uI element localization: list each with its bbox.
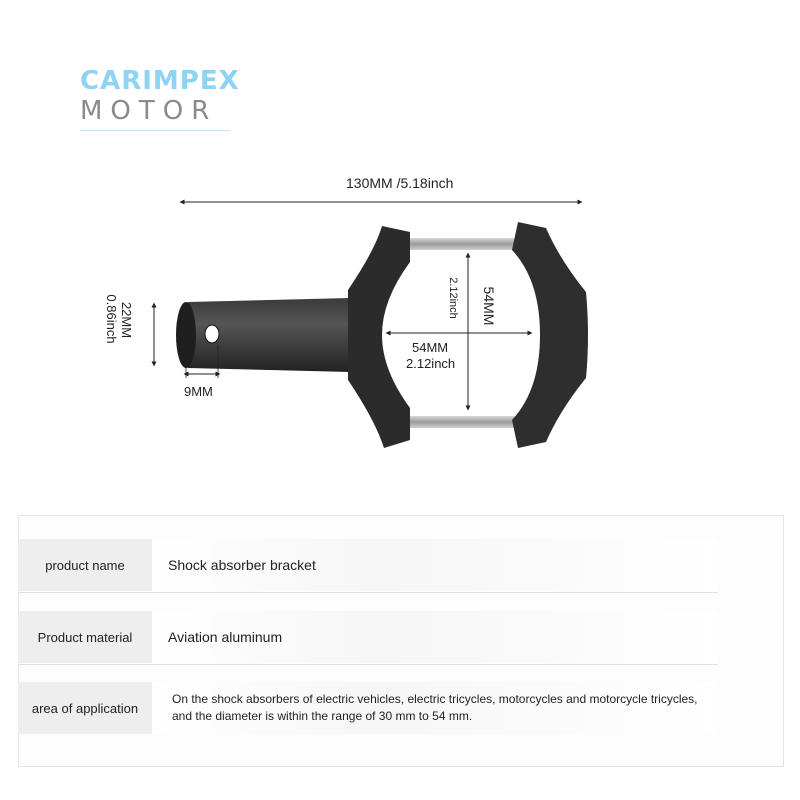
spec-row-application bbox=[18, 682, 718, 734]
clamp-height-mm-label: 54MM bbox=[481, 286, 497, 326]
spec-label: Product material bbox=[18, 611, 152, 663]
brand-subname: MOTOR bbox=[80, 96, 218, 126]
spec-row-product-name bbox=[18, 539, 718, 591]
clamp-width-in-label: 2.12inch bbox=[406, 356, 456, 371]
right-clamp bbox=[512, 222, 588, 448]
row-divider bbox=[18, 664, 718, 665]
bottom-bolt bbox=[408, 416, 520, 428]
left-clamp bbox=[348, 226, 410, 448]
spec-value: On the shock absorbers of electric vehicles, electric tricycles, motorcycles and motorcycle tricycles, and the diameter is within the range of 30 mm to 54 mm. bbox=[152, 682, 718, 734]
clamp-width-mm-label: 54MM bbox=[412, 340, 449, 355]
tube-diameter-mm-label: 22MM bbox=[119, 301, 134, 339]
spec-row-material bbox=[18, 611, 718, 663]
spec-label: area of application bbox=[18, 682, 152, 734]
clamp-height-in-label: 2.12inch bbox=[447, 277, 459, 319]
spec-value: Shock absorber bracket bbox=[152, 539, 718, 591]
top-bolt bbox=[408, 238, 520, 250]
brand-name: CARIMPEX bbox=[80, 66, 240, 96]
spec-label: product name bbox=[18, 539, 152, 591]
spec-value: Aviation aluminum bbox=[152, 611, 718, 663]
hole-size-label: 9MM bbox=[184, 384, 213, 399]
overall-length-label: 130MM /5.18inch bbox=[346, 175, 454, 191]
tube-diameter-in-label: 0.86inch bbox=[104, 294, 119, 344]
tube-hole bbox=[205, 325, 219, 343]
row-divider bbox=[18, 592, 718, 593]
